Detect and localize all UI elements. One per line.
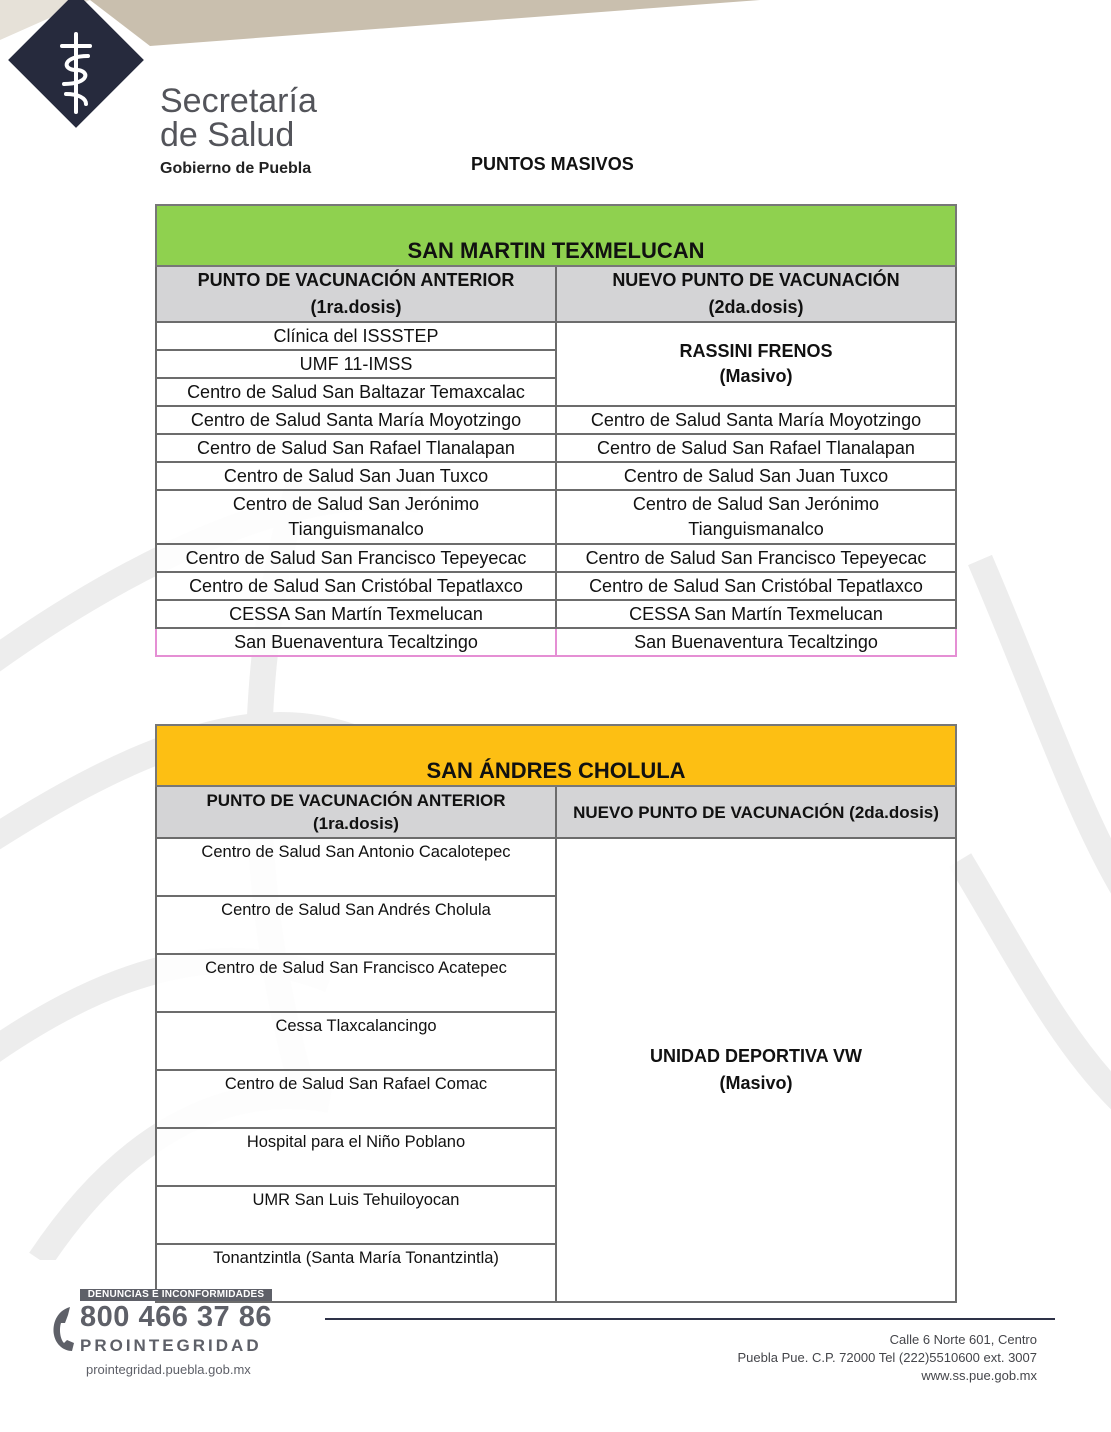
org-government: Gobierno de Puebla [160, 160, 312, 177]
complaints-badge: DENUNCIAS E INCONFORMIDADES [80, 1289, 272, 1301]
address-line2: Puebla Pue. C.P. 72000 Tel (222)5510600 ext. 3007 [737, 1350, 1037, 1365]
org-name [160, 84, 317, 152]
address-line1: Calle 6 Norte 601, Centro [889, 1332, 1037, 1347]
previous-point-cell: UMF 11-IMSS [156, 350, 556, 378]
previous-point-cell: Clínica del ISSSTEP [156, 322, 556, 350]
column-header-previous-line1: PUNTO DE VACUNACIÓN ANTERIOR [197, 270, 515, 290]
program-url-link[interactable]: prointegridad.puebla.gob.mx [86, 1362, 251, 1377]
previous-point-cell: Centro de Salud San Francisco Tepeyecac [156, 544, 556, 572]
previous-point-cell: Tonantzintla (Santa María Tonantzintla) [156, 1244, 556, 1302]
table-row [156, 544, 956, 572]
caduceus-logo-icon [52, 32, 100, 114]
new-point-merged-cell [556, 322, 956, 406]
new-point-type: (Masivo) [719, 1073, 793, 1093]
previous-point-cell: Centro de Salud San Jerónimo Tianguismanalco [156, 490, 556, 544]
new-point-cell: Centro de Salud Santa María Moyotzingo [556, 406, 956, 434]
org-name-line1: Secretaría [160, 82, 317, 120]
office-address [738, 1331, 1037, 1385]
org-name-line2: de Salud [160, 116, 295, 154]
website-link[interactable]: www.ss.pue.gob.mx [921, 1368, 1037, 1383]
table-row [156, 838, 956, 896]
column-header-previous [156, 266, 556, 322]
previous-point-cell: Hospital para el Niño Poblano [156, 1128, 556, 1186]
previous-point-cell: Centro de Salud San Francisco Acatepec [156, 954, 556, 1012]
table-san-andres-cholula [155, 724, 957, 1303]
column-header-new-line2: (2da.dosis) [708, 297, 804, 317]
previous-point-cell: Centro de Salud San Cristóbal Tepatlaxco [156, 572, 556, 600]
new-point-cell: Centro de Salud San Francisco Tepeyecac [556, 544, 956, 572]
column-header-previous-line2: (1ra.dosis) [313, 814, 399, 833]
new-point-cell: CESSA San Martín Texmelucan [556, 600, 956, 628]
column-header-previous-line1: PUNTO DE VACUNACIÓN ANTERIOR [206, 791, 506, 810]
new-point-cell: Centro de Salud San Cristóbal Tepatlaxco [556, 572, 956, 600]
footer-divider [325, 1318, 1055, 1320]
table-row [156, 600, 956, 628]
table-row [156, 434, 956, 462]
previous-point-cell: Centro de Salud San Juan Tuxco [156, 462, 556, 490]
column-header-new [556, 266, 956, 322]
previous-point-cell: Centro de Salud San Antonio Cacalotepec [156, 838, 556, 896]
new-point-type: (Masivo) [719, 366, 793, 386]
table-san-martin-texmelucan [155, 204, 957, 657]
table-row [156, 628, 956, 656]
phone-icon [50, 1303, 78, 1355]
table-row [156, 490, 956, 544]
previous-point-cell: Centro de Salud San Andrés Cholula [156, 896, 556, 954]
new-point-cell: San Buenaventura Tecaltzingo [556, 628, 956, 656]
new-point-cell: Centro de Salud San Jerónimo Tianguismanalco [556, 490, 956, 544]
new-point-cell: Centro de Salud San Juan Tuxco [556, 462, 956, 490]
region-title: SAN MARTIN TEXMELUCAN [156, 205, 956, 266]
new-point-name: UNIDAD DEPORTIVA VW [649, 1046, 862, 1066]
column-header-previous-line2: (1ra.dosis) [310, 297, 402, 317]
header-decorative-band [0, 0, 1111, 60]
previous-point-cell: Centro de Salud San Baltazar Temaxcalac [156, 378, 556, 406]
previous-point-cell: Centro de Salud Santa María Moyotzingo [156, 406, 556, 434]
previous-point-cell: UMR San Luis Tehuiloyocan [156, 1186, 556, 1244]
table-row [156, 406, 956, 434]
column-header-new: NUEVO PUNTO DE VACUNACIÓN (2da.dosis) [556, 786, 956, 838]
previous-point-cell: Cessa Tlaxcalancingo [156, 1012, 556, 1070]
previous-point-cell: Centro de Salud San Rafael Tlanalapan [156, 434, 556, 462]
column-header-previous [156, 786, 556, 838]
hotline-number: 800 466 37 86 [80, 1301, 272, 1333]
previous-point-cell: Centro de Salud San Rafael Comac [156, 1070, 556, 1128]
new-point-cell: Centro de Salud San Rafael Tlanalapan [556, 434, 956, 462]
new-point-name: RASSINI FRENOS [679, 341, 833, 361]
previous-point-cell: CESSA San Martín Texmelucan [156, 600, 556, 628]
column-header-new-line1: NUEVO PUNTO DE VACUNACIÓN [612, 270, 900, 290]
new-point-merged-cell [556, 838, 956, 1302]
previous-point-cell: San Buenaventura Tecaltzingo [156, 628, 556, 656]
region-title: SAN ÁNDRES CHOLULA [156, 725, 956, 786]
document-title: PUNTOS MASIVOS [471, 154, 634, 174]
table-row [156, 572, 956, 600]
program-name: PROINTEGRIDAD [80, 1336, 262, 1355]
table-row [156, 322, 956, 350]
table-row [156, 462, 956, 490]
